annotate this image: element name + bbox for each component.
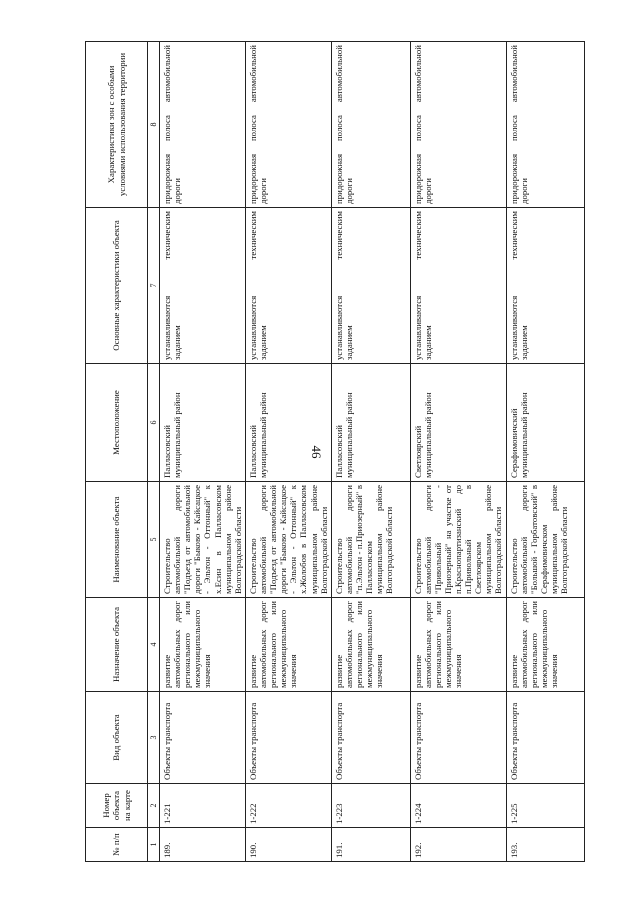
object-characteristics: устанавливаются техническим заданием	[506, 208, 585, 364]
table-row	[160, 42, 246, 862]
table-row	[245, 42, 331, 862]
header-location: Местоположение	[86, 364, 148, 482]
map-object-number: 1-223	[331, 784, 410, 828]
object-location: Светлоярский муниципальный район	[410, 364, 506, 482]
map-object-number: 1-221	[160, 784, 246, 828]
zone-characteristics: придорожная полоса автомобильной дороги	[506, 42, 585, 208]
table-header-row	[86, 42, 148, 862]
column-number: 1	[148, 828, 160, 862]
column-number-row	[148, 42, 160, 862]
object-type: Объекты транспорта	[506, 692, 585, 784]
object-location: Палласовский муниципальный район	[245, 364, 331, 482]
column-number: 7	[148, 208, 160, 364]
row-number: 192.	[410, 828, 506, 862]
object-characteristics: устанавливаются техническим заданием	[410, 208, 506, 364]
object-type: Объекты транспорта	[331, 692, 410, 784]
rotated-table-container	[85, 42, 570, 862]
header-purpose: Назначение объекта	[86, 598, 148, 692]
object-characteristics: устанавливаются техническим заданием	[245, 208, 331, 364]
objects-table	[85, 41, 585, 862]
column-number: 4	[148, 598, 160, 692]
object-purpose: развитие автомобильных дорог регионального или межмуниципального значения	[506, 598, 585, 692]
object-name: Строительство автомобильной дороги "Подъезд от автомобильной дороги "Быково - Кайсацкое - Эльтон - Оттонный" к х.Жолобов в Палласовском муниципальном районе Волгоградской области	[245, 482, 331, 598]
header-zones: Характеристики зон с особыми условиями использования территории	[86, 42, 148, 208]
object-purpose: развитие автомобильных дорог регионального или межмуниципального значения	[331, 598, 410, 692]
row-number: 193.	[506, 828, 585, 862]
table-row	[331, 42, 410, 862]
object-purpose: развитие автомобильных дорог регионального или межмуниципального значения	[245, 598, 331, 692]
zone-characteristics: придорожная полоса автомобильной дороги	[160, 42, 246, 208]
column-number: 3	[148, 692, 160, 784]
object-purpose: развитие автомобильных дорог регионального или межмуниципального значения	[160, 598, 246, 692]
map-object-number: 1-222	[245, 784, 331, 828]
object-location: Палласовский муниципальный район	[160, 364, 246, 482]
object-name: Строительство автомобильной дороги "Привольный - Приозерный" на участке от п.Краснопартизанский до п.Привольный в Светлоярском муниципальном районе Волгоградской области	[410, 482, 506, 598]
page-number: 46	[309, 445, 324, 459]
table-row	[410, 42, 506, 862]
column-number: 5	[148, 482, 160, 598]
object-type: Объекты транспорта	[160, 692, 246, 784]
object-type: Объекты транспорта	[410, 692, 506, 784]
object-name: Строительство автомобильной дороги "Большой - Горбатовский" в Серафимовичском муниципальном районе Волгоградской области	[506, 482, 585, 598]
object-name: Строительство автомобильной дороги "п.Эльтон - п.Приозерный" в Палласовском муниципальном районе Волгоградской области	[331, 482, 410, 598]
header-num: № п/п	[86, 828, 148, 862]
object-purpose: развитие автомобильных дорог регионального или межмуниципального значения	[410, 598, 506, 692]
column-number: 8	[148, 42, 160, 208]
zone-characteristics: придорожная полоса автомобильной дороги	[410, 42, 506, 208]
map-object-number: 1-224	[410, 784, 506, 828]
column-number: 2	[148, 784, 160, 828]
table-row	[506, 42, 585, 862]
map-object-number: 1-225	[506, 784, 585, 828]
row-number: 189.	[160, 828, 246, 862]
object-characteristics: устанавливаются техническим заданием	[160, 208, 246, 364]
object-characteristics: устанавливаются техническим заданием	[331, 208, 410, 364]
object-location: Палласовский муниципальный район	[331, 364, 410, 482]
column-number: 6	[148, 364, 160, 482]
row-number: 191.	[331, 828, 410, 862]
header-characteristics: Основные характеристики объекта	[86, 208, 148, 364]
zone-characteristics: придорожная полоса автомобильной дороги	[245, 42, 331, 208]
zone-characteristics: придорожная полоса автомобильной дороги	[331, 42, 410, 208]
row-number: 190.	[245, 828, 331, 862]
header-object-type: Вид объекта	[86, 692, 148, 784]
object-type: Объекты транспорта	[245, 692, 331, 784]
object-location: Серафимовичский муниципальный район	[506, 364, 585, 482]
header-map-number: Номер объекта на карте	[86, 784, 148, 828]
header-name: Наименование объекта	[86, 482, 148, 598]
object-name: Строительство автомобильной дороги "Подъезд от автомобильной дороги "Быково - Кайсацкое - Эльтон - Оттонный" к х.Есин в Палласовском муниципальном районе Волгоградской области	[160, 482, 246, 598]
